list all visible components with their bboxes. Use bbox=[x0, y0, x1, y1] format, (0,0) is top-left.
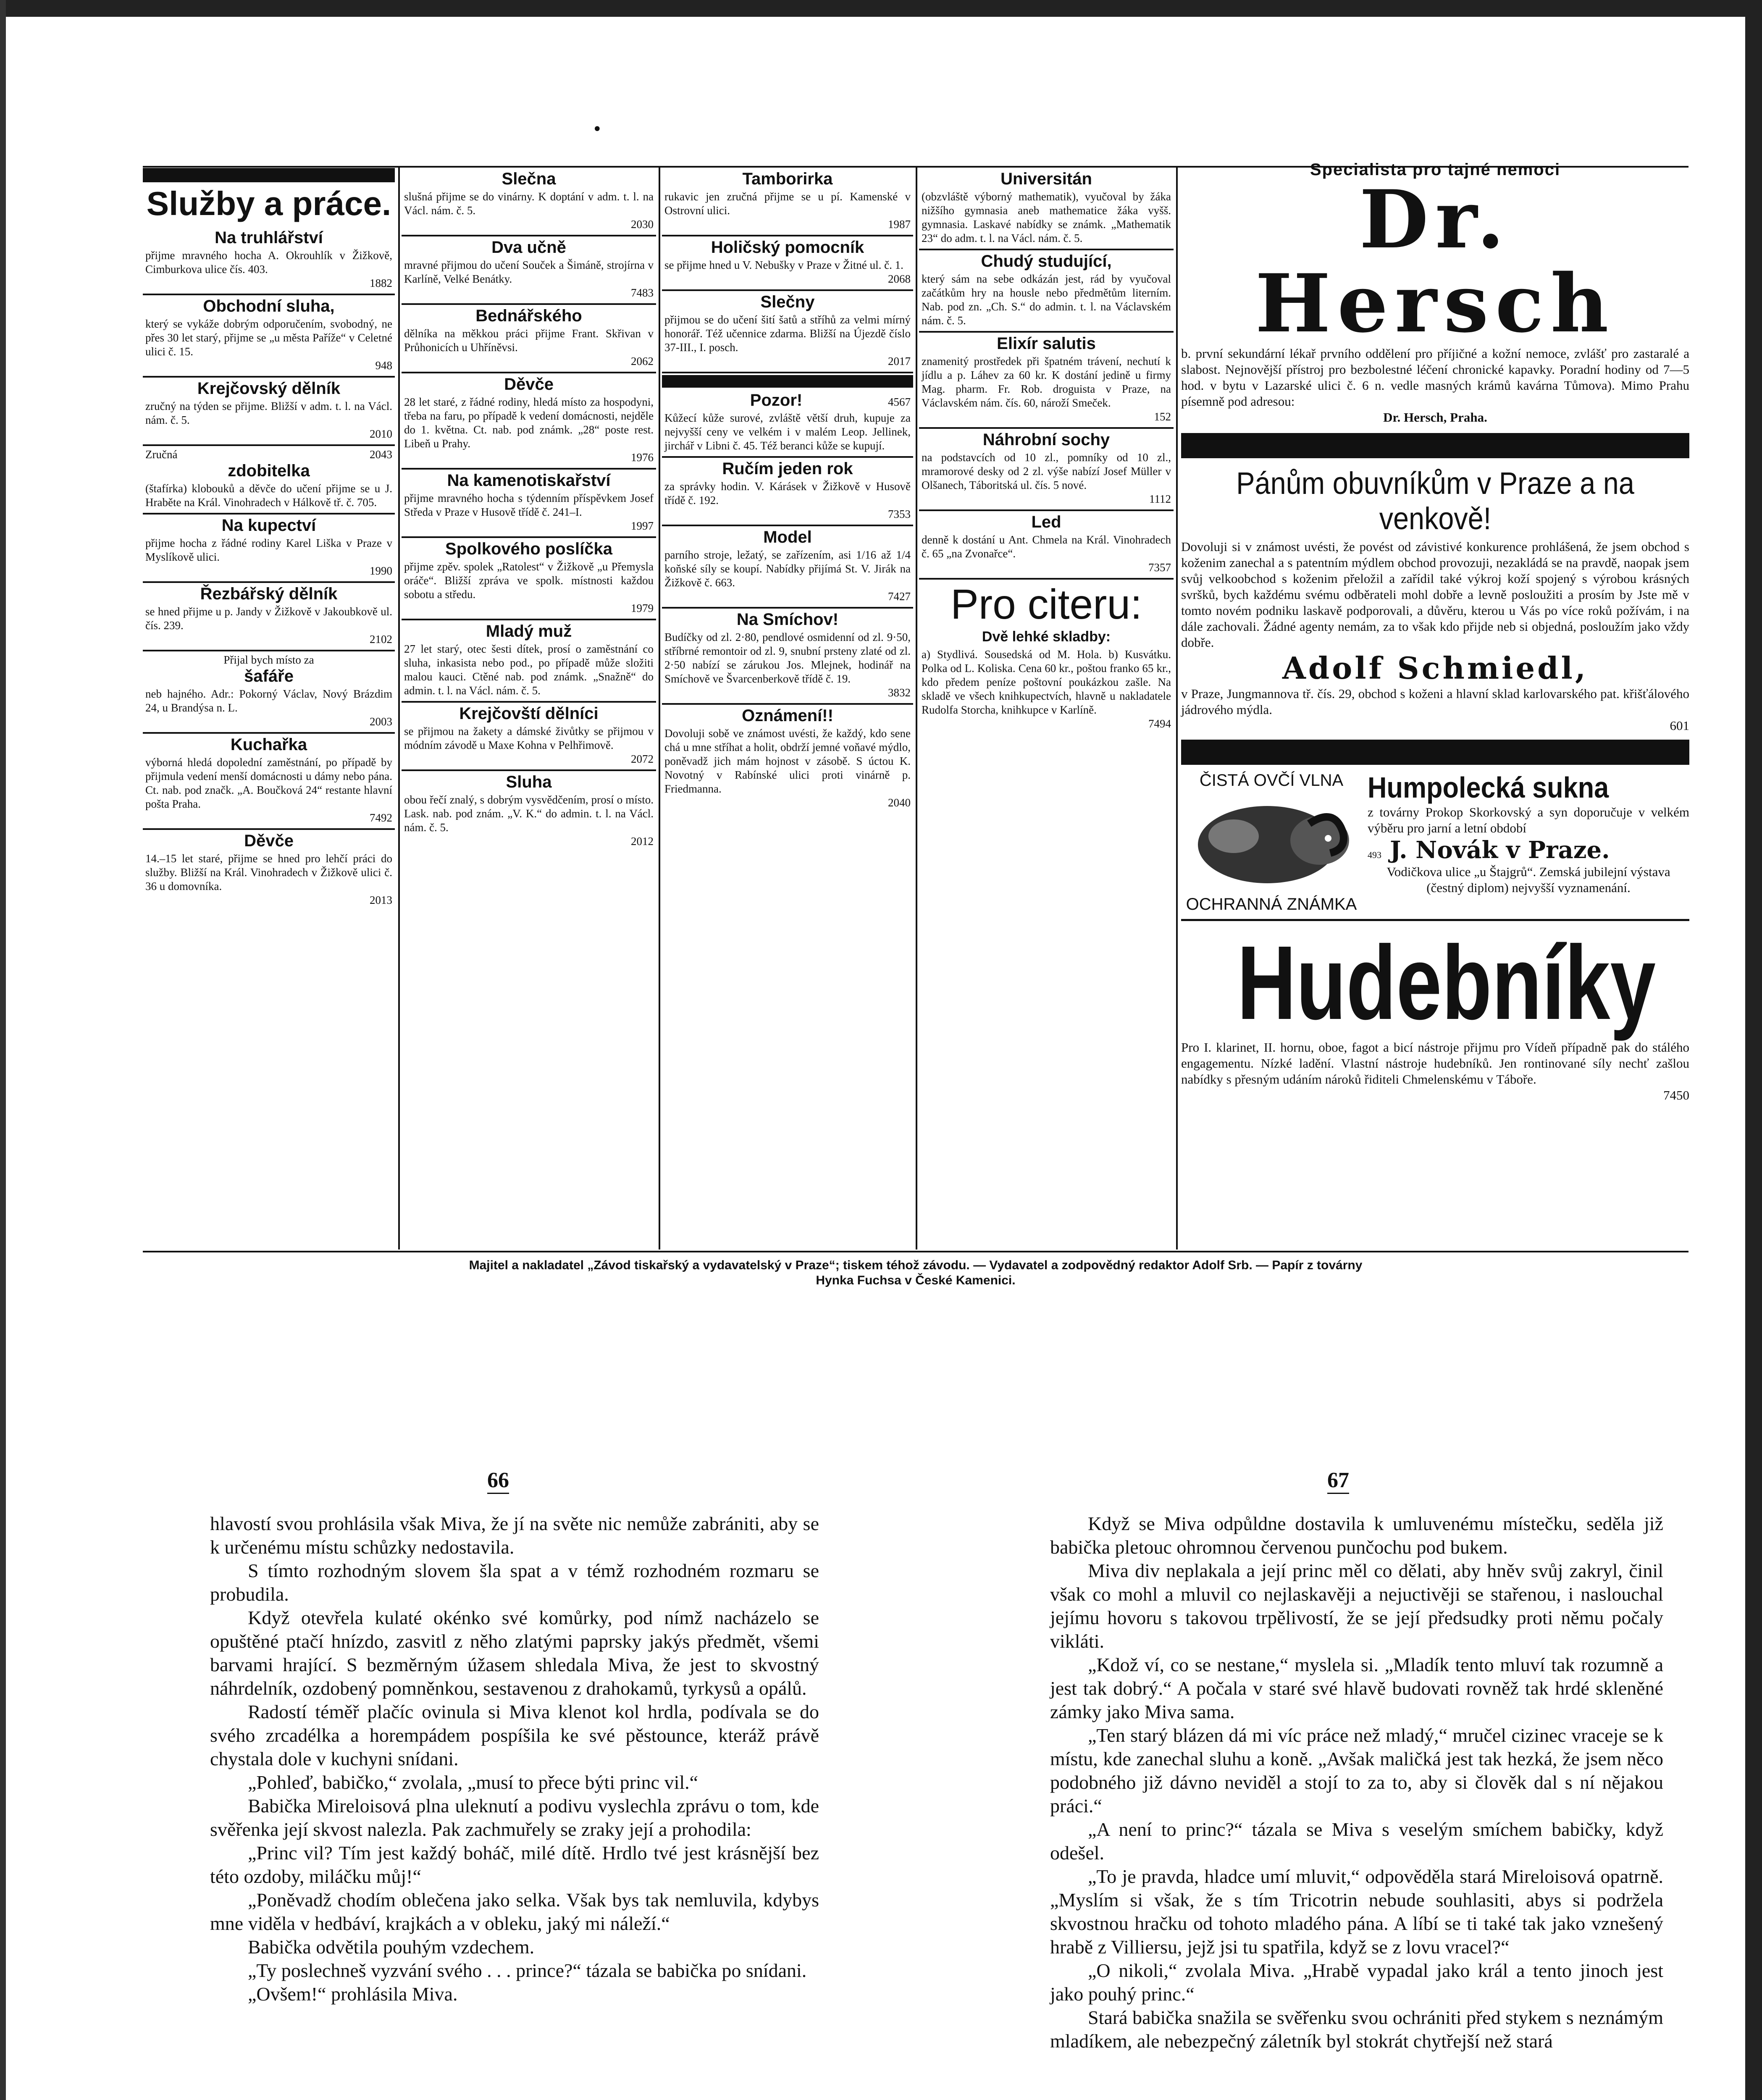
sukna-firm: J. Novák v Praze. bbox=[1390, 836, 1610, 864]
ad-text: mravné přijmou do učení Souček a Šimáně, strojírna v Karlíně, Velké Benátky. bbox=[404, 259, 654, 285]
paragraph: „To je pravda, hladce umí mluvit,“ odpověděla stará Mireloisová opatrně. „Myslím si však, že s tím Tricotrin nebude souhlasiti, abys si podržela skvostnou hračku od tohoto mladého pána. A líbí se ti také tak jako vznešený hrabě z Villiersu, jejž jsi tu spatřila, když se z lovu vracel?“ bbox=[1050, 1866, 1663, 1958]
classified-ad bbox=[919, 168, 1174, 250]
ad-text: znamenitý prostředek při špatném trávení, nechutí k jídlu a p. Láhev za 60 kr. K dostání jedině u firmy Mag. pharm. Fr. Rob. droguista v Praze, na Václavském nám. čís. 60, nároží Smeček. bbox=[922, 355, 1171, 409]
paragraph: „Ty poslechneš vyzvání svého . . . prince?“ tázala se babička po snídani. bbox=[248, 1960, 807, 1981]
classified-ad bbox=[402, 236, 656, 305]
classified-ad bbox=[402, 771, 656, 852]
ad-title: Bednářského bbox=[475, 307, 582, 325]
ad-number: 7483 bbox=[631, 286, 654, 299]
page-number-left: 66 bbox=[487, 1468, 509, 1494]
classified-ad bbox=[662, 236, 913, 291]
footer bbox=[143, 1258, 1688, 1288]
ad-text: na podstavcích od 10 zl., pomníky od 10 zl., mramorové desky od 2 zl. výše nabízí Josef Müller v Olšanech, Táboritská ul. čís. 5 nové. bbox=[922, 451, 1171, 491]
ad-number: 2010 bbox=[370, 428, 392, 440]
ad-pre-text: Přijal bych místo za bbox=[223, 654, 314, 666]
page-number-right: 67 bbox=[1327, 1468, 1349, 1494]
ad-number: 2068 bbox=[888, 273, 911, 285]
trademark bbox=[1181, 771, 1362, 914]
ad-number: 1997 bbox=[631, 520, 654, 532]
ad-number: 1987 bbox=[888, 218, 911, 231]
citera-title: Pro citeru: bbox=[951, 581, 1142, 628]
ads-column-1 bbox=[143, 168, 395, 911]
ad-text: (štafírka) klobouků a děvče do učení přijme se u J. Hraběte na Král. Vinohradech v Hálkově tř. č. 705. bbox=[145, 482, 392, 509]
paragraph: „Poněvadž chodím oblečena jako selka. Však bys tak nemluvila, kdybys mne viděla v hedbáví, krajkách a v obleku, jaký mi náleží.“ bbox=[210, 1889, 819, 1934]
citera-ad bbox=[919, 580, 1174, 734]
classified-ad bbox=[662, 389, 913, 458]
ad-number: 7427 bbox=[888, 590, 911, 603]
ad-text: který se vykáže dobrým odporučením, svobodný, ne přes 30 let starý, přijme se „u města Paříže“ v Celetné ulici č. 15. bbox=[145, 318, 392, 358]
classified-ad bbox=[143, 295, 395, 378]
ad-number: 2062 bbox=[631, 355, 654, 368]
scan-border-top bbox=[0, 0, 1762, 17]
classified-ad bbox=[143, 514, 395, 583]
ad-number: 7353 bbox=[888, 508, 911, 520]
ad-text: Kůžecí kůže surové, zvláště větší druh, kupuje za nejvyšší ceny ve velkém i v malém Leop. Jellinek, jirchář v Libni č. 45. Též beranci kůže se kupují. bbox=[664, 412, 911, 452]
ad-title: Děvče bbox=[504, 375, 554, 394]
classified-ad bbox=[919, 250, 1174, 333]
hudebniky-text: Pro I. klarinet, II. hornu, oboe, fagot a bicí nástroje přijmu pro Vídeň případně pak do stálého engagementu. Nízké ladění. Vlastní nástroje hudebníků. Jen rontinované síly nechť zašlou nabídky s přesným udáním nároků řiditeli Chmelenskému v Táboře. bbox=[1181, 1040, 1689, 1087]
ad-title: Na truhlářství bbox=[215, 228, 323, 247]
ad-text: za správky hodin. V. Kárásek v Žižkově v Husově třídě č. 192. bbox=[664, 480, 911, 507]
black-bar bbox=[1181, 433, 1689, 458]
footer-line-2: Hynka Fuchsa v České Kamenici. bbox=[816, 1273, 1016, 1287]
citera-text: a) Stydlivá. Sousedská od M. Hola. b) Kusvátku. Polka od L. Koliska. Cena 60 kr., poštou franko 65 kr., kdo předem peníze poštovní poukázkou zašle. Na skladě ve všech knihkupectvích, hlavně u nakladatele Rudolfa Storcha, knihkupce v Karlíně. bbox=[922, 648, 1171, 716]
classified-ad bbox=[402, 470, 656, 538]
ad-number: 1990 bbox=[370, 564, 392, 577]
ad-number: 4567 bbox=[888, 396, 911, 408]
paragraph: „O nikoli,“ zvolala Miva. „Hrabě vypadal jako král a tento jinoch jest jako pouhý princ.“ bbox=[1050, 1960, 1663, 2005]
ad-title: Obchodní sluha, bbox=[203, 297, 335, 315]
schmiedl-name: Adolf Schmiedl, bbox=[1282, 650, 1588, 686]
ad-text: přijme zpěv. spolek „Ratolest“ v Žižkově „u Přemysla oráče“. Bližší zpráva ve spolk. místnosti každou sobotu a středu. bbox=[404, 560, 654, 601]
ad-title: Na kupectví bbox=[221, 516, 316, 535]
ad-number: 2030 bbox=[631, 218, 654, 231]
classified-ad bbox=[662, 705, 913, 813]
ad-title: Tamborirka bbox=[742, 170, 833, 188]
ad-title: Chudý studující, bbox=[981, 252, 1112, 270]
ad-text: 28 let staré, z řádné rodiny, hledá místo za hospodyni, třeba na faru, po případě k vedení domácnosti, nejděle do 1. května. Ct. nab. pod známk. „28“ poste rest. Libeň u Prahy. bbox=[404, 396, 654, 450]
ad-number: 2012 bbox=[631, 835, 654, 848]
paragraph: S tímto rozhodným slovem šla spat a v témž rozhodném rozmaru se probudila. bbox=[210, 1560, 819, 1605]
ad-number: 2102 bbox=[370, 633, 392, 646]
ad-title: Dva učně bbox=[491, 238, 566, 257]
hersch-sign: Dr. Hersch, Praha. bbox=[1383, 410, 1487, 425]
ad-number: 152 bbox=[1154, 410, 1171, 423]
ads-column-5 bbox=[1181, 162, 1689, 1103]
ad-number: 2003 bbox=[370, 715, 392, 728]
ad-title: Led bbox=[1031, 513, 1061, 531]
paragraph: Když se Miva odpůldne dostavila k umluvenému místečku, seděla již babička pletouc ohromnou červenou punčochu pod bukem. bbox=[1050, 1513, 1663, 1558]
paragraph: „Pohleď, babičko,“ zvolala, „musí to přece býti princ vil.“ bbox=[248, 1772, 698, 1793]
ad-text: 14.–15 let staré, přijme se hned pro lehčí práci do služby. Bližší na Král. Vinohradech v Žižkově ulici č. 36 u domovníka. bbox=[145, 852, 392, 892]
story-left-column bbox=[210, 1512, 819, 2006]
ad-title: Krejčovští dělníci bbox=[459, 704, 599, 723]
column-rule bbox=[916, 166, 917, 1250]
ad-number: 2017 bbox=[888, 355, 911, 368]
ad-title: šafáře bbox=[244, 667, 294, 685]
ad-title: Řezbářský dělník bbox=[200, 585, 338, 603]
classified-ad bbox=[402, 373, 656, 470]
paragraph: „Ovšem!“ prohlásila Miva. bbox=[248, 1983, 458, 2005]
ad-title: Mladý muž bbox=[486, 622, 572, 640]
hudebniky-title: Hudebníky bbox=[1237, 924, 1656, 1041]
story-right-column bbox=[1050, 1512, 1663, 2053]
ad-number: 3832 bbox=[888, 686, 911, 699]
ad-title: Ručím jeden rok bbox=[722, 459, 853, 478]
ad-number: 2040 bbox=[888, 796, 911, 809]
ad-number: 7450 bbox=[1663, 1088, 1689, 1102]
classified-ad bbox=[402, 538, 656, 620]
hersch-top: Specialista pro tajné nemoci bbox=[1310, 160, 1561, 179]
classified-ad bbox=[662, 609, 913, 705]
ad-text: parního stroje, ležatý, se zařízením, asi 1/16 až 1/4 koňské síly se koupí. Nabídky přijímá St. V. Jirák na Žižkově č. 663. bbox=[664, 549, 911, 589]
ad-title: Náhrobní sochy bbox=[982, 430, 1110, 449]
paragraph: „Princ vil? Tím jest každý boháč, milé dítě. Hrdlo tvé jest krásnější bez této ozdoby, miláčku můj!“ bbox=[210, 1842, 819, 1887]
hersch-name: Dr. Hersch bbox=[1255, 173, 1615, 350]
sukna-text-1: z továrny Prokop Skorkovský a syn doporučuje v velkém výběru pro jarní a letní období bbox=[1368, 805, 1689, 835]
ad-number: 1976 bbox=[631, 451, 654, 464]
black-bar bbox=[662, 375, 913, 388]
ad-number: 2013 bbox=[370, 894, 392, 906]
ads-column-2 bbox=[402, 168, 656, 852]
ad-text: který sám na sebe odkázán jest, rád by vyučoval začátkům hry na housle nebo předmětům literním. Nab. pod zn. „Ch. S.“ do admin. t. l. na Václavském nám. č. 5. bbox=[922, 273, 1171, 327]
ad-text: výborná hledá dopolední zaměstnání, po případě by přijmula vedení menší domácnosti u dámy nebo pána. Ct. nab. pod značk. „A. Boučková 24“ restante hlavní pošta Praha. bbox=[145, 756, 392, 810]
ad-title: Na kamenotiskařství bbox=[447, 471, 611, 490]
classified-ad bbox=[919, 429, 1174, 511]
ad-text: neb hajného. Adr.: Pokorný Václav, Nový Brázdim 24, u Brandýsa n. L. bbox=[145, 688, 392, 714]
ad-text: přijme mravného hocha s týdenním příspěvkem Josef Středa v Praze v Husově třídě č. 241–I. bbox=[404, 492, 654, 518]
classified-ad bbox=[143, 227, 395, 295]
paragraph: Když otevřela kulaté okénko své komůrky, pod nímž nacházelo se opuštěné ptačí hnízdo, zasvitl z něho zlatými paprsky jakýs předmět, všemi barvami hrající. S bezměrným úžasem shledala Miva, že jest to skvostný náhrdelník, ozdobený pomněnkou, sestavenou z drahokamů, tyrkysů a opálů. bbox=[210, 1607, 819, 1699]
classified-ad bbox=[143, 651, 395, 734]
paragraph: Stará babička snažila se svěřenku svou ochrániti před stykem s neznámým mladíkem, ale nebezpečný záletník byl stokrát chytřejší než stará bbox=[1050, 2007, 1663, 2052]
footer-line-1: Majitel a nakladatel „Závod tiskařský a vydavatelský v Praze“; tiskem téhož závodu. — Vydavatel a zodpovědný redaktor Adolf Srb. — Papír z továrny bbox=[469, 1258, 1363, 1272]
obuvnik-title: Pánům obuvníkům v Praze a na venkově! bbox=[1236, 466, 1634, 536]
sukna-body bbox=[1368, 771, 1689, 914]
obuvnik-text: Dovoluji si v známost uvésti, že povést od závistivé konkurence prohlášená, že jsem obchod s koženim zanechal a s patentním mýdlem obchod provozuji, nezakládá se na pravdě, naopak jsem svůj velkoobchod s koženim přeložil a zařídil také výkroj koží spojený s výrobou krásných svršků, bych každému svému odběrateli mohl dobře a levně posloužiti a prosím by Jste mě v tomto novém podniku laskavě podporovali, a důvěru, kterou u Vás po více roků požívám, i na dále zachovali. Žádné agenty nemám, za to však kdo přijde neb si objedná, posloužím jako vždy dobře. bbox=[1181, 539, 1689, 650]
ad-text: rukavic jen zručná přijme se u pí. Kamenské v Ostrovní ulici. bbox=[664, 190, 911, 217]
paragraph: hlavostí svou prohlásila však Miva, že jí na světe nic nemůže zabrániti, aby se k určenému místu schůzky nedostavila. bbox=[210, 1513, 819, 1558]
classified-ad bbox=[662, 291, 913, 373]
ad-title: Slečny bbox=[760, 293, 815, 311]
paragraph: Babička odvětila pouhým vzdechem. bbox=[248, 1936, 535, 1958]
ads-bottom-rule bbox=[143, 1251, 1688, 1252]
column-rule bbox=[1176, 166, 1178, 1250]
classified-ad bbox=[919, 333, 1174, 429]
classified-ad bbox=[402, 168, 656, 236]
classified-ad bbox=[143, 378, 395, 446]
column-rule bbox=[398, 166, 400, 1250]
header-dot: • bbox=[592, 120, 602, 139]
ad-number: 7357 bbox=[1148, 561, 1171, 574]
ad-title: Spolkového poslíčka bbox=[445, 540, 612, 558]
paragraph: „Kdož ví, co se nestane,“ myslela si. „Mladík tento mluví tak rozumně a jest tak dobrý.“ A počala v staré své hlavě budovati rovněž tak hrdé skleněné zámky jako Miva sama. bbox=[1050, 1654, 1663, 1722]
sukna-text-2: Vodičkova ulice „u Štajgrů“. Zemská jubilejní výstava (čestný diplom) nejvyšší vyznamenání. bbox=[1386, 864, 1670, 895]
classified-ad bbox=[143, 830, 395, 911]
citera-subtitle: Dvě lehké skladby: bbox=[982, 629, 1111, 645]
ad-title: Sluha bbox=[506, 773, 552, 791]
ad-text: obou řečí znalý, s dobrým vysvědčením, prosí o místo. Lask. nab. pod znám. „V. K.“ do admin. t. l. na Václ. nám. č. 5. bbox=[404, 793, 654, 834]
ad-number: 2072 bbox=[631, 753, 654, 765]
classified-ad bbox=[919, 511, 1174, 580]
classified-ad bbox=[402, 703, 656, 771]
sukna-code: 493 bbox=[1368, 850, 1381, 860]
classified-ad bbox=[143, 583, 395, 651]
black-bar bbox=[1181, 740, 1689, 765]
ad-title: zdobitelka bbox=[228, 462, 310, 480]
classified-ad bbox=[662, 168, 913, 236]
black-bar bbox=[143, 168, 395, 182]
classified-ad bbox=[143, 446, 395, 514]
ad-title: Universitán bbox=[1000, 170, 1092, 188]
ad-text: zručný na týden se přijme. Bližší v adm. t. l. na Václ. nám. č. 5. bbox=[145, 400, 392, 426]
ad-text: se hned přijme u p. Jandy v Žižkově v Jakoubkově ul. čís. 239. bbox=[145, 605, 392, 632]
ad-number: 1979 bbox=[631, 602, 654, 614]
classified-ad bbox=[662, 526, 913, 609]
ad-title: Model bbox=[763, 528, 812, 546]
ad-title: Holičský pomocník bbox=[711, 238, 864, 257]
ad-title: Na Smíchov! bbox=[736, 610, 839, 629]
ads-column-4 bbox=[919, 168, 1174, 734]
section-title: Služby a práce. bbox=[146, 185, 391, 222]
ad-text: Budíčky od zl. 2·80, pendlové osmidenní od zl. 9·50, stříbrné remontoir od zl. 9, snubní prsteny zlaté od zl. 2·50 nabízí se zárukou Jos. Mlejnek, hodinář na Smíchově ve Švarcenberkově třídě č. 19. bbox=[664, 631, 911, 685]
ad-title: Kuchařka bbox=[230, 735, 307, 754]
ad-text: (obzvláště výborný mathematik), vyučoval by žáka nižšího gymnasia aneb mathematice žáka vyšš. gymnasia. Laskavé nabídky se známk. „Mathematik 23“ do adm. t. l. na Václ. nám. č. 5. bbox=[922, 190, 1171, 244]
ad-title: Slečna bbox=[502, 170, 556, 188]
scan-border-left bbox=[0, 0, 6, 2100]
sukna-ad bbox=[1181, 771, 1689, 914]
ad-number: 948 bbox=[375, 359, 392, 372]
ad-number: 1112 bbox=[1149, 493, 1171, 505]
ad-text: se přijmou na žakety a dámské živůtky se přijmou v módním závodě u Maxe Kohna v Pelhřimově. bbox=[404, 725, 654, 751]
ad-title: Oznámení!! bbox=[742, 706, 833, 725]
classified-ad bbox=[402, 305, 656, 373]
ad-number: 1882 bbox=[370, 277, 392, 289]
classified-ad bbox=[662, 458, 913, 526]
ad-text: 27 let starý, otec šesti dítek, prosí o zaměstnání co sluha, inkasista nebo pod., po případě může složiti malou kauci. Ctěné nab. pod známk. „Snažně“ do admin. t. l. na Václ. nám. č. 5. bbox=[404, 643, 654, 697]
sukna-title: Humpolecká sukna bbox=[1368, 771, 1609, 804]
classified-ad bbox=[402, 620, 656, 703]
classified-ad bbox=[143, 734, 395, 830]
paragraph: „A není to princ?“ tázala se Miva s veselým smíchem babičky, když odešel. bbox=[1050, 1819, 1663, 1864]
ad-title: Elixír salutis bbox=[997, 334, 1096, 353]
scan-border-right bbox=[1745, 0, 1762, 2100]
ad-number: 7494 bbox=[1148, 717, 1171, 730]
paragraph: „Ten starý blázen dá mi víc práce než mladý,“ mručel cizinec vraceje se k místu, kde zanechal sluhu a koně. „Avšak maličká jest tak hezká, že jsem něco podobného již dávno neviděl a stojí to za to, aby si člověk dal s ní nějakou práci.“ bbox=[1050, 1725, 1663, 1816]
ad-text: přijme hocha z řádné rodiny Karel Liška v Praze v Myslíkově ulici. bbox=[145, 537, 392, 563]
vlna-label: ČISTÁ OVČÍ VLNA bbox=[1199, 771, 1344, 790]
divider bbox=[1181, 919, 1689, 921]
ad-text: slušná přijme se do vinárny. K doptání v adm. t. l. na Václ. nám. č. 5. bbox=[404, 190, 654, 217]
ad-title: Krejčovský dělník bbox=[197, 379, 341, 398]
ad-text: denně k dostání u Ant. Chmela na Král. Vinohradech č. 65 „na Zvonařce“. bbox=[922, 533, 1171, 560]
ads-column-3 bbox=[662, 168, 913, 813]
ad-text: se přijme hned u V. Nebušky v Praze v Žitné ul. č. 1. bbox=[664, 259, 903, 271]
ad-text: dělníka na měkkou práci přijme Frant. Skřivan v Průhonicích u Uhříněvsi. bbox=[404, 327, 654, 354]
ad-number: 2043 bbox=[370, 448, 392, 461]
schmiedl-text: v Praze, Jungmannova tř. čís. 29, obchod s koženi a hlavní sklad karlovarského pat. křišťálového jádrového mýdla. bbox=[1181, 686, 1689, 717]
ad-title: Děvče bbox=[244, 832, 294, 850]
hersch-text: b. první sekundární lékař prvního oddělení pro příjičné a kožní nemoce, zvlášť pro zastaralé a slabost. Nejnovější přístroj pro bezbolestné léčení chronické kapavky. Poradní hodiny od 7—5 hod. v bytu v Lazarské ulici č. 6 n. vedle masných krámů kavárna Tůmova). Mimo Prahu písemně pod adresou: bbox=[1181, 346, 1689, 409]
ram-icon bbox=[1183, 790, 1360, 891]
ad-number: 7492 bbox=[370, 811, 392, 824]
paragraph: Babička Mireloisová plna uleknutí a podivu vyslechla zprávu o tom, kde svěřenka její skvost nalezla. Pak zachmuřely se zraky její a prohodila: bbox=[210, 1795, 819, 1840]
ad-pre-text: Zručná bbox=[145, 448, 178, 461]
ad-title: Pozor! bbox=[750, 391, 803, 410]
column-rule bbox=[659, 166, 660, 1250]
ad-number: 601 bbox=[1670, 718, 1689, 733]
paragraph: Miva div neplakala a její princ měl co dělati, aby hněv svůj zakryl, činil však co mohl a mluvil co nejlaskavěji a nejuctivěji se stařenou, i naslouchal jejímu hovoru s takovou trpělivostí, že se její předsudky proti němu počaly vikláti. bbox=[1050, 1560, 1663, 1652]
ad-text: přijme mravného hocha A. Okrouhlík v Žižkově, Cimburkova ulice čís. 403. bbox=[145, 249, 392, 276]
ad-text: přijmou se do učení šití šatů a stříhů za velmi mírný honorář. Též učennice zdarma. Bližší na Újezdě číslo 37-III., I. posch. bbox=[664, 313, 911, 354]
ad-text: Dovoluji sobě ve známost uvésti, že každý, kdo sene chá u mne stříhat a holit, obdrží jemné voňavé mýdlo, poněvadž jich mám hojnost v zásobě. S úctou K. Novotný v Rabínské ulici proti vinárně p. Friedmanna. bbox=[664, 727, 911, 795]
znamka-label: OCHRANNÁ ZNÁMKA bbox=[1186, 895, 1357, 914]
paragraph: Radostí téměř plačíc ovinula si Miva klenot kol hrdla, podívala se do svého zrcadélka a horempádem pospíšila ke své pěstounce, kteráž právě chystala dole v kuchyni snídani. bbox=[210, 1701, 819, 1769]
